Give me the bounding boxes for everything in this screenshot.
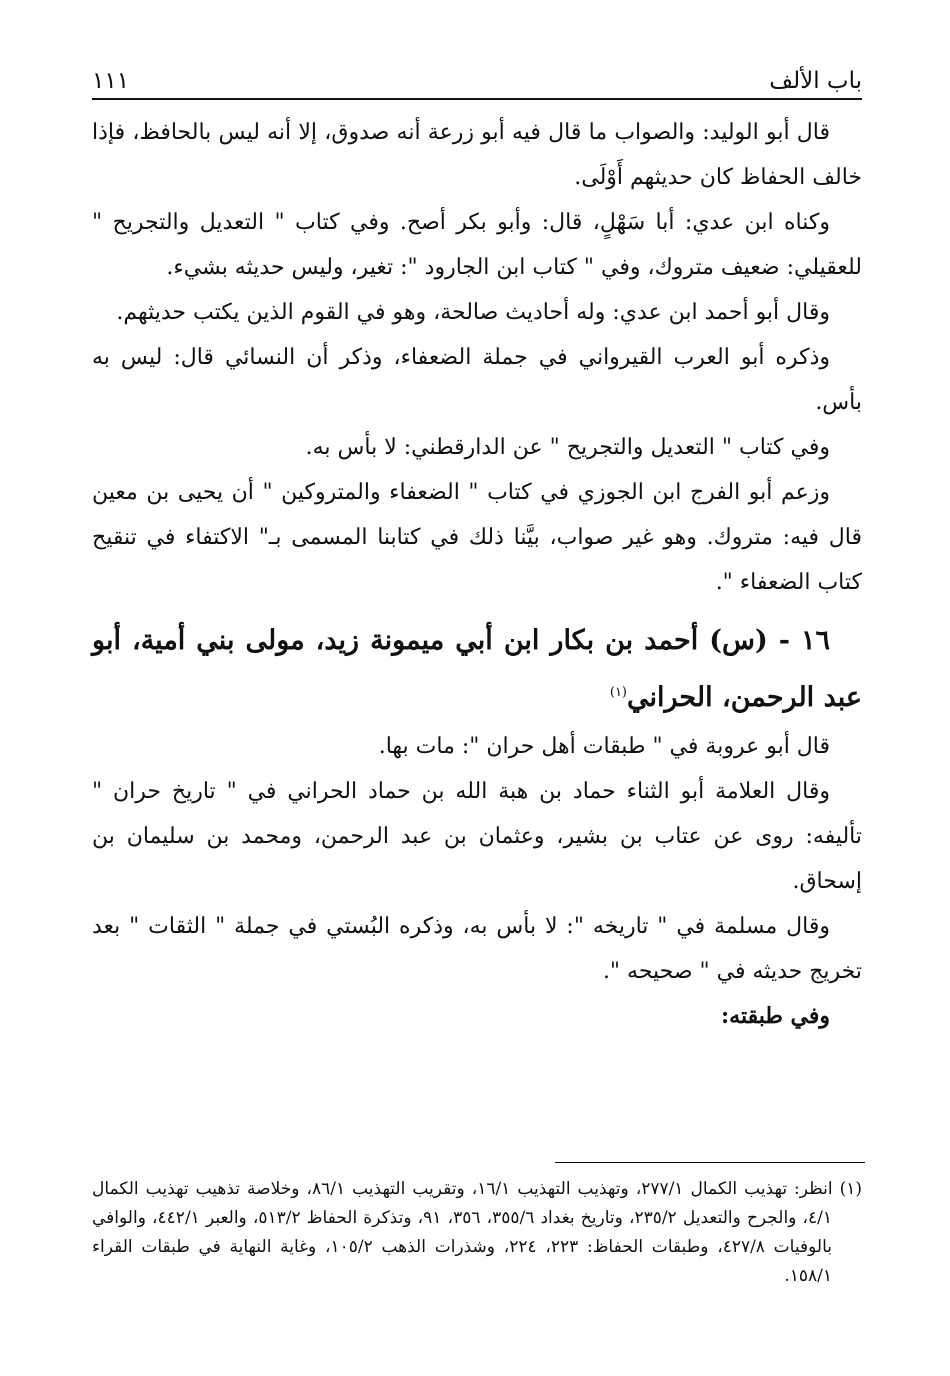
subheading: وفي طبقته: <box>721 1003 830 1029</box>
entry-heading <box>92 615 862 724</box>
paragraph: وقال مسلمة في " تاريخه ": لا بأس به، وذكره البُستي في جملة " الثقات " بعد تخريج حديثه في " صحيحه ". <box>92 914 862 984</box>
book-page <box>92 56 862 1039</box>
paragraph: وكناه ابن عدي: أبا سَهْلٍ، قال: وأبو بكر أصح. وفي كتاب " التعديل والتجريح " للعقيلي: ضعيف متروك، وفي " كتاب ابن الجارود ": تغير، وليس حديثه بشيء. <box>92 210 862 280</box>
main-text <box>92 110 862 1039</box>
paragraph: قال أبو الوليد: والصواب ما قال فيه أبو زرعة أنه صدوق، إلا أنه ليس بالحافظ، فإذا خالف الحفاظ كان حديثهم أَوْلَى. <box>92 120 862 190</box>
paragraph: قال أبو عروبة في " طبقات أهل حران ": مات بها. <box>378 734 830 759</box>
paragraph: وقال العلامة أبو الثناء حماد بن هبة الله بن حماد الحراني في " تاريخ حران " تأليفه: روى عن عتاب بن بشير، وعثمان بن عبد الرحمن، ومحمد بن سليمان بن إسحاق. <box>92 779 862 894</box>
paragraph: وزعم أبو الفرج ابن الجوزي في كتاب " الضعفاء والمتروكين " أن يحيى بن معين قال فيه: متروك. وهو غير صواب، بيَّنا ذلك في كتابنا المسمى بـ" الاكتفاء في تنقيح كتاب الضعفاء ". <box>92 480 862 595</box>
chapter-title: باب الألف <box>769 68 862 94</box>
paragraph: وذكره أبو العرب القيرواني في جملة الضعفاء، وذكر أن النسائي قال: ليس به بأس. <box>92 345 862 415</box>
paragraph: وفي كتاب " التعديل والتجريح " عن الدارقطني: لا بأس به. <box>305 435 830 460</box>
footnote: (١) انظر: تهذيب الكمال ٢٧٧/١، وتهذيب التهذيب ١٦/١، وتقريب التهذيب ٨٦/١، وخلاصة تذهيب تهذيب الكمال ٤/١، والجرح والتعديل ٢٣٥/٢، وتاريخ بغداد ٣٥٥/٦، ٣٥٦، ٩١، وتذكرة الحفاظ ٥١٣/٢، والعبر ٤٤٢/١، والوافي بالوفيات ٤٢٧/٨، وطبقات الحفاظ: ٢٢٣، ٢٢٤، وشذرات الذهب ١٠٥/٢، وغاية النهاية في طبقات القراء ١٥٨/١. <box>92 1179 862 1286</box>
entry-title-text: ١٦ - (س) أحمد بن بكار ابن أبي ميمونة زيد، مولى بني أمية، أبو عبد الرحمن، الحراني <box>92 625 862 713</box>
footnote-ref[interactable]: (١) <box>609 685 627 700</box>
paragraph: وقال أبو أحمد ابن عدي: وله أحاديث صالحة، وهو في القوم الذين يكتب حديثهم. <box>116 300 830 325</box>
footnote-divider <box>555 1162 865 1163</box>
footnotes <box>92 1175 862 1291</box>
page-number: ١١١ <box>92 68 130 94</box>
running-header <box>92 56 862 100</box>
